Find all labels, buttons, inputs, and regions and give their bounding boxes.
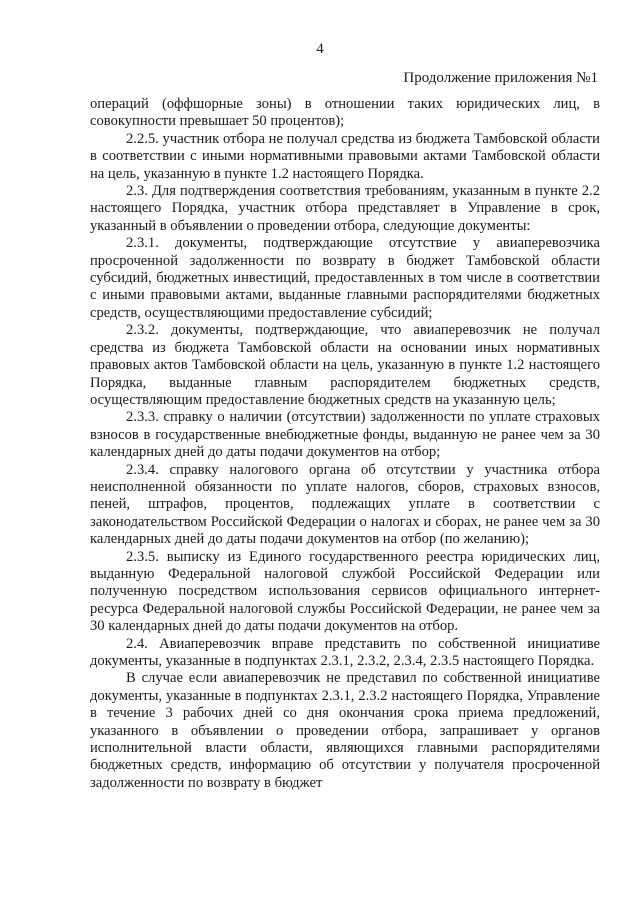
paragraph: 2.3.4. справку налогового органа об отсутствии у участника отбора неисполненной обязанности по уплате налогов, сборов, страховых взносов, пеней, штрафов, процентов, подлежащих уплате в соответствии с законодательством Российской Федерации о налогах и сборах, не ранее чем за 30 календарных дней до даты подачи документов на отбор (по желанию); [90, 461, 600, 548]
paragraph: 2.2.5. участник отбора не получал средства из бюджета Тамбовской области в соответствии с иными нормативными правовыми актами Тамбовской области на цель, указанную в пункте 1.2 настоящего Порядка. [90, 130, 600, 182]
paragraph: 2.3.2. документы, подтверждающие, что авиаперевозчик не получал средства из бюджета Тамбовской области на основании иных нормативных правовых актов Тамбовской области на цель, указанную в пункте 1.2 настоящего Порядка, выданные главным распорядителем бюджетных средств, осуществляющим предоставление бюджетных средств на указанную цель; [90, 322, 600, 408]
paragraph: В случае если авиаперевозчик не представил по собственной инициативе документы, указанные в подпунктах 2.3.1, 2.3.2 настоящего Порядка, Управление в течение 3 рабочих дней со дня окончания срока приема предложений, указанного в объявлении о проведении отбора, запрашивает у органов исполнительной власти области, являющихся главными распорядителями бюджетных средств, информацию об отсутствии у получателя просроченной задолженности по возврату в бюджет [90, 670, 600, 791]
paragraph: 2.3.1. документы, подтверждающие отсутствие у авиаперевозчика просроченной задолженности по возврату в бюджет Тамбовской области субсидий, бюджетных инвестиций, предоставленных в том числе в соответствии с иными правовыми актами, выданные главными распорядителями бюджетных средств, осуществляющими предоставление субсидий; [90, 235, 600, 321]
document-body [90, 96, 600, 792]
paragraph: 2.3.3. справку о наличии (отсутствии) задолженности по уплате страховых взносов в государственные внебюджетные фонды, выданную не ранее чем за 30 календарных дней до даты подачи документов на отбор; [90, 409, 600, 461]
paragraph: операций (оффшорные зоны) в отношении таких юридических лиц, в совокупности превышает 50 процентов); [90, 96, 600, 130]
page-number: 4 [316, 41, 324, 57]
paragraph: 2.4. Авиаперевозчик вправе представить по собственной инициативе документы, указанные в подпунктах 2.3.1, 2.3.2, 2.3.4, 2.3.5 настоящего Порядка. [90, 635, 600, 669]
paragraph: 2.3. Для подтверждения соответствия требованиям, указанным в пункте 2.2 настоящего Порядка, участник отбора представляет в Управление в срок, указанный в объявлении о проведении отбора, следующие документы: [90, 183, 600, 234]
appendix-continuation-note: Продолжение приложения №1 [403, 70, 598, 86]
paragraph: 2.3.5. выписку из Единого государственного реестра юридических лиц, выданную Федеральной налоговой службой Российской Федерации или полученную посредством использования сервисов официального интернет-ресурса Федеральной налоговой службы Российской Федерации, не ранее чем за 30 календарных дней до даты подачи документов на отбор. [90, 548, 600, 635]
